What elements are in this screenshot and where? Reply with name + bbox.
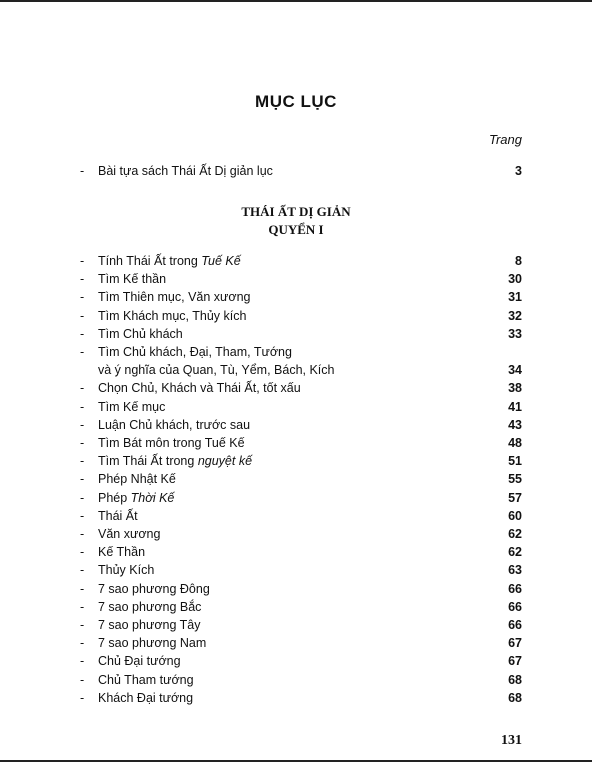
entry-page: 66 [508,618,522,632]
entry-dash: - [80,490,85,505]
toc-entry [80,434,522,452]
entry-label-part: Văn xương [98,527,161,541]
entry-label [98,325,183,343]
entry-label [98,270,166,288]
section-title: THÁI ẤT DỊ GIẢN [241,204,351,219]
entry-label [98,689,193,707]
entry-dash: - [80,326,85,341]
entry-page: 33 [508,326,522,341]
entry-label [98,561,154,579]
entry-label-part: 7 sao phương Tây [98,618,201,632]
entry-dash: - [80,545,85,560]
entry-label-part: Khách Đại tướng [98,690,194,705]
entry-label [98,598,201,616]
entry-page: 30 [508,272,522,287]
entry-label-part: Thời Kế [130,490,175,505]
entry-label [98,252,241,270]
toc-entry [80,270,522,288]
entry-dash: - [80,599,85,614]
toc-entry [80,671,522,689]
entry-label-part: Luận Chủ khách, trước sau [98,417,251,432]
entry-dash: - [80,254,85,268]
entry-label [98,452,252,470]
entry-label [98,671,194,689]
entry-label [98,434,245,452]
bottom-rule [0,760,592,762]
toc-entry [80,252,522,270]
section-subtitle: QUYỂN I [268,222,324,237]
toc-entry [80,689,522,707]
entry-label-part: Tìm Chủ khách [98,326,183,341]
entry-dash: - [80,527,85,541]
entry-label-part: Tuế Kế [201,254,241,268]
entry-label [98,398,165,416]
entry-dash: - [80,399,85,414]
toc-entry [80,416,522,434]
entry-label [98,525,160,543]
toc-entry [80,452,522,470]
entry-dash: - [80,272,85,287]
entry-label-part: 7 sao phương Bắc [98,599,202,614]
entry-page: 63 [508,563,522,578]
entry-label [98,288,251,306]
toc-entry [80,616,522,634]
entry-page: 62 [508,545,522,560]
entry-page: 66 [508,599,522,614]
preface-label: Bài tựa sách Thái Ất Dị giản lục [98,164,273,178]
entry-dash: - [80,654,85,669]
preface-page: 3 [515,164,522,178]
entry-label [98,543,145,561]
entry-page: 67 [508,654,522,669]
entry-label [98,379,301,397]
entry-page: 43 [508,417,522,432]
entry-label-part: Tính Thái Ất trong [98,254,202,268]
entry-label [98,470,176,488]
entry-label-part: Tìm Thái Ất trong [98,454,198,469]
entry-page: 32 [508,308,522,323]
entry-label-part: nguyệt kế [197,454,253,469]
toc-entry [80,343,522,379]
entry-label [98,307,246,325]
entry-dash: - [80,636,85,651]
entry-label [98,652,181,670]
toc-entry [80,398,522,416]
top-rule [0,0,592,2]
entry-page: 60 [508,508,522,523]
entry-dash: - [80,672,85,687]
toc-entry [80,470,522,488]
entry-label-part: Phép Nhật Kế [98,472,176,487]
entry-label-part: Tìm Kế mục [98,399,166,414]
entry-label-part: Tìm Chủ khách, Đại, Tham, Tướng [98,345,292,359]
toc-entry [80,379,522,397]
entry-label-part: Tìm Bát môn trong Tuế Kế [98,436,245,450]
entry-label-part: Kế Thần [98,545,146,560]
entry-label [98,634,206,652]
entry-page: 66 [508,581,522,596]
entry-page: 67 [508,636,522,651]
entry-dash: - [80,563,85,578]
entry-label-part: Tìm Thiên mục, Văn xương [98,290,251,305]
toc-entry [80,652,522,670]
entry-label [98,616,201,634]
entry-label-part: Tìm Khách mục, Thủy kích [98,308,247,323]
entry-dash: - [80,381,85,396]
entry-page: 41 [508,399,522,414]
entry-dash: - [80,454,85,469]
toc-entry [80,307,522,325]
entry-page: 48 [508,436,522,450]
entry-page: 62 [508,527,522,541]
entry-dash: - [80,308,85,323]
toc-entry [80,634,522,652]
preface-entry [80,162,522,180]
toc-entry [80,288,522,306]
entry-label-part: 7 sao phương Đông [98,581,210,596]
entry-label [98,416,250,434]
entry-label-part: Thái Ất [98,508,138,523]
page-column-label: Trang [489,132,522,147]
entry-label-part: Chọn Chủ, Khách và Thái Ất, tốt xấu [98,381,301,396]
entry-dash: - [80,436,85,450]
page-number: 131 [501,733,522,748]
entry-label-part: Chủ Tham tướng [98,672,194,687]
page-title: MỤC LỤC [255,92,337,111]
toc-entry [80,598,522,616]
entry-page: 51 [508,454,522,469]
entry-label-part: Thủy Kích [98,563,155,578]
entry-dash: - [80,618,85,632]
entry-dash: - [80,345,85,359]
entry-page: 38 [508,381,522,396]
entry-label-part: Chủ Đại tướng [98,654,181,669]
entry-label-part: 7 sao phương Nam [98,636,207,651]
toc-entry [80,525,522,543]
entry-dash: - [80,690,85,705]
entry-label [98,489,174,507]
entry-page: 55 [508,472,522,487]
toc-entry [80,561,522,579]
entry-page: 57 [508,490,522,505]
entry-page: 68 [508,672,522,687]
entry-label [98,580,210,598]
entry-dash: - [80,472,85,487]
entry-dash: - [80,290,85,305]
entry-label-continuation: và ý nghĩa của Quan, Tù, Yểm, Bách, Kích [98,363,335,377]
entry-page: 68 [508,690,522,705]
entry-label-part: Phép [98,490,131,505]
toc-entry [80,507,522,525]
toc-entry [80,325,522,343]
entry-page: 8 [515,254,522,268]
entry-label-part: Tìm Kế thần [98,272,167,287]
entry-dash: - [80,508,85,523]
toc-entry [80,543,522,561]
entry-label [98,507,138,525]
entry-label [98,343,292,361]
toc-entry [80,580,522,598]
entry-dash: - [80,581,85,596]
entry-page: 34 [508,363,522,377]
entry-dash: - [80,417,85,432]
entry-dash: - [80,164,85,178]
entry-page: 31 [508,290,522,305]
toc-entry [80,489,522,507]
